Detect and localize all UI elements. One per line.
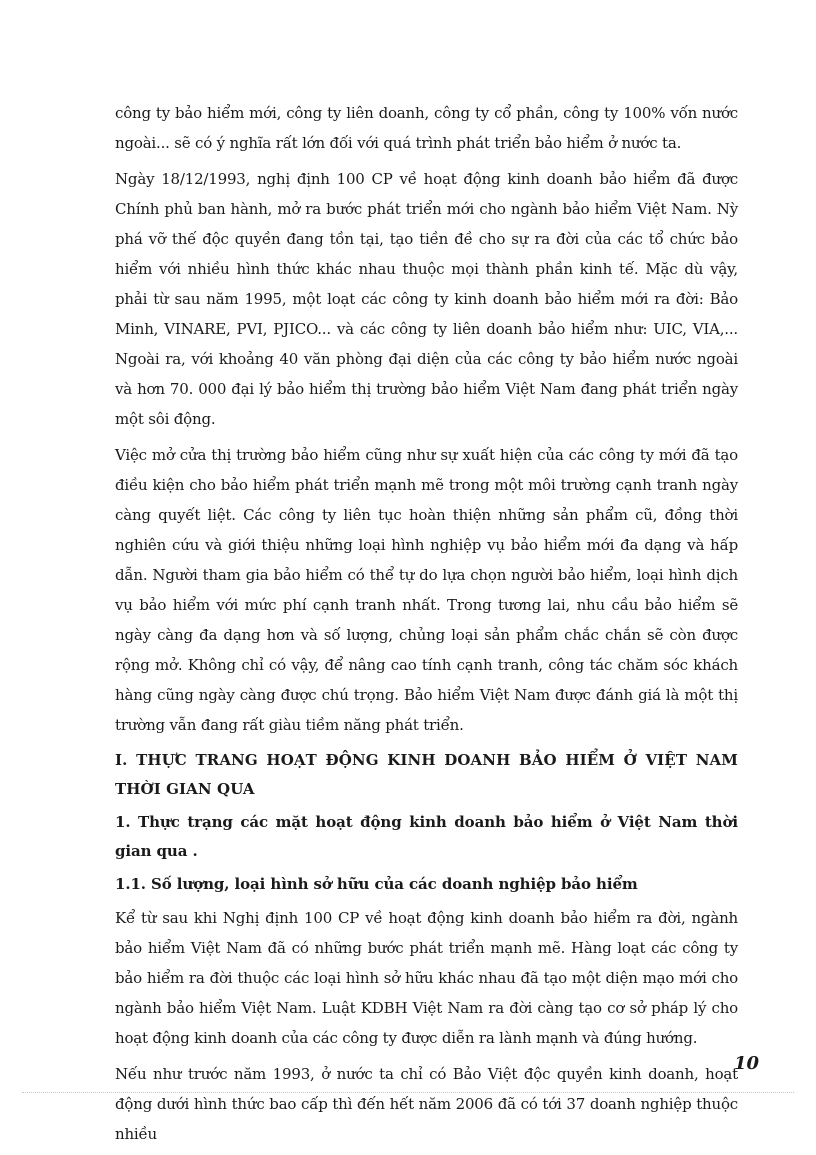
paragraph-intro-continuation: công ty bảo hiểm mới, công ty liên doanh, công ty cổ phần, công ty 100% vốn nước ngoài... sẽ có ý nghĩa rất lớn đối với quá trình phát triển bảo hiểm ở nước ta. [115, 104, 738, 152]
paragraph-before-1993: Nếu như trước năm 1993, ở nước ta chỉ có Bảo Việt độc quyền kinh doanh, hoạt động dưới hình thức bao cấp thì đến hết năm 2006 đã có tới 37 doanh nghiệp thuộc nhiều [115, 1065, 738, 1143]
paragraph-market-opening: Việc mở cửa thị trường bảo hiểm cũng như sự xuất hiện của các công ty mới đã tạo điều kiện cho bảo hiểm phát triển mạnh mẽ trong một môi trường cạnh tranh ngày càng quyết liệt. Các công ty liên tục hoàn thiện những sản phẩm cũ, đồng thời nghiên cứu và giới thiệu những loại hình nghiệp vụ bảo hiểm mới đa dạng và hấp dẫn. Người tham gia bảo hiểm có thể tự do lựa chọn người bảo hiểm, loại hình dịch vụ bảo hiểm với mức phí cạnh tranh nhất. Trong tương lai, nhu cầu bảo hiểm sẽ ngày càng đa dạng hơn và số lượng, chủng loại sản phẩm chắc chắn sẽ còn được rộng mở. Không chỉ có vậy, để nâng cao tính cạnh tranh, công tác chăm sóc khách hàng cũng ngày càng được chú trọng. Bảo hiểm Việt Nam được đánh giá là một thị trường vẫn đang rất giàu tiềm năng phát triển. [115, 446, 738, 734]
subsection-heading-1: 1. Thực trạng các mặt hoạt động kinh doanh bảo hiểm ở Việt Nam thời gian qua . [115, 813, 738, 860]
paragraph-decree-100cp: Ngày 18/12/1993, nghị định 100 CP về hoạt động kinh doanh bảo hiểm đã được Chính phủ ban hành, mở ra bước phát triển mới cho ngành bảo hiểm Việt Nam. Nỳ phá vỡ thế độc quyền đang tồn tại, tạo tiền đề cho sự ra đời của các tổ chức bảo hiểm với nhiều hình thức khác nhau thuộc mọi thành phần kinh tế. Mặc dù vậy, phải từ sau năm 1995, một loạt các công ty kinh doanh bảo hiểm mới ra đời: Bảo Minh, VINARE, PVI, PJICO... và các công ty liên doanh bảo hiểm như: UIC, VIA,... Ngoài ra, với khoảng 40 văn phòng đại diện của các công ty bảo hiểm nước ngoài và hơn 70. 000 đại lý bảo hiểm thị trường bảo hiểm Việt Nam đang phát triển ngày một sôi động. [115, 170, 738, 428]
document-page [115, 98, 738, 1155]
subsection-heading-1-1: 1.1. Số lượng, loại hình sở hữu của các doanh nghiệp bảo hiểm [115, 875, 638, 893]
footer-divider [22, 1092, 794, 1093]
paragraph-development-since-decree: Kể từ sau khi Nghị định 100 CP về hoạt động kinh doanh bảo hiểm ra đời, ngành bảo hiểm Việt Nam đã có những bước phát triển mạnh mẽ. Hàng loạt các công ty bảo hiểm ra đời thuộc các loại hình sở hữu khác nhau đã tạo một diện mạo mới cho ngành bảo hiểm Việt Nam. Luật KDBH Việt Nam ra đời càng tạo cơ sở pháp lý cho hoạt động kinh doanh của các công ty được diễn ra lành mạnh và đúng hướng. [115, 909, 738, 1047]
page-number: 10 [733, 1053, 759, 1074]
section-heading: I. THỰC TRANG HOẠT ĐỘNG KINH DOANH BẢO HIỂM Ở VIỆT NAM THỜI GIAN QUA [115, 751, 738, 798]
